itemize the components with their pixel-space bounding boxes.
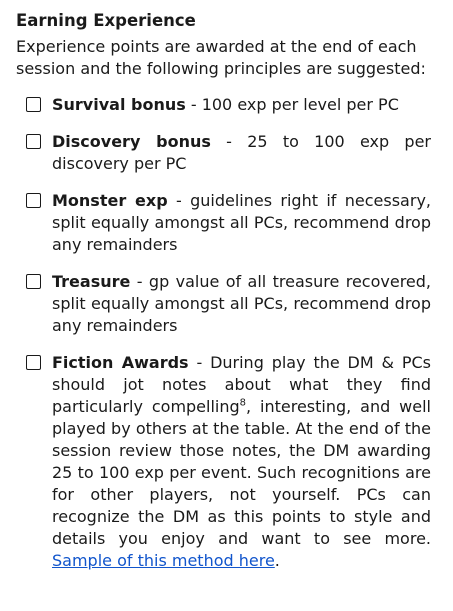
item-text xyxy=(52,190,431,256)
checkbox-monster-exp[interactable] xyxy=(26,193,41,208)
item-text xyxy=(52,352,431,572)
checklist-item-discovery-bonus xyxy=(26,131,431,175)
item-text xyxy=(52,94,431,116)
checklist-item-treasure xyxy=(26,271,431,337)
checkbox-treasure[interactable] xyxy=(26,274,41,289)
section-heading: Earning Experience xyxy=(16,11,196,30)
item-description-part-2: , interesting, and well played by others at the table. At the end of the session review those notes, the DM awarding 25 to 100 exp per event. Such recognitions are for other players, not yourself. PCs can recognize the DM as this points to style and details you enjoy and want to see more. xyxy=(52,397,431,548)
footnote-marker[interactable]: 8 xyxy=(239,397,247,409)
checkbox-fiction-awards[interactable] xyxy=(26,355,41,370)
item-term: Fiction Awards xyxy=(52,353,189,372)
checklist-item-fiction-awards xyxy=(26,352,431,572)
checklist-item-survival-bonus xyxy=(26,94,431,116)
item-text xyxy=(52,271,431,337)
item-description: - gp value of all treasure recovered, split equally amongst all PCs, recommend drop any remainders xyxy=(52,272,431,335)
item-description: - 100 exp per level per PC xyxy=(185,95,399,114)
item-term: Discovery bonus xyxy=(52,132,211,151)
item-description: - guidelines right if necessary, split equally amongst all PCs, recommend drop any remainders xyxy=(52,191,431,254)
item-text xyxy=(52,131,431,175)
checkbox-discovery-bonus[interactable] xyxy=(26,134,41,149)
item-term: Survival bonus xyxy=(52,95,186,114)
sample-method-link[interactable]: Sample of this method here xyxy=(52,551,275,570)
item-term: Monster exp xyxy=(52,191,168,210)
item-description-part-1: - During play the DM & PCs should jot notes about what they find particularly compelling xyxy=(52,353,432,416)
checklist-item-monster-exp xyxy=(26,190,431,256)
item-term: Treasure xyxy=(52,272,131,291)
item-description-end: . xyxy=(274,551,280,570)
section-intro: Experience points are awarded at the end of each session and the following principles are suggested: xyxy=(16,37,426,78)
checkbox-survival-bonus[interactable] xyxy=(26,97,41,112)
item-description: - 25 to 100 exp per discovery per PC xyxy=(52,132,432,173)
